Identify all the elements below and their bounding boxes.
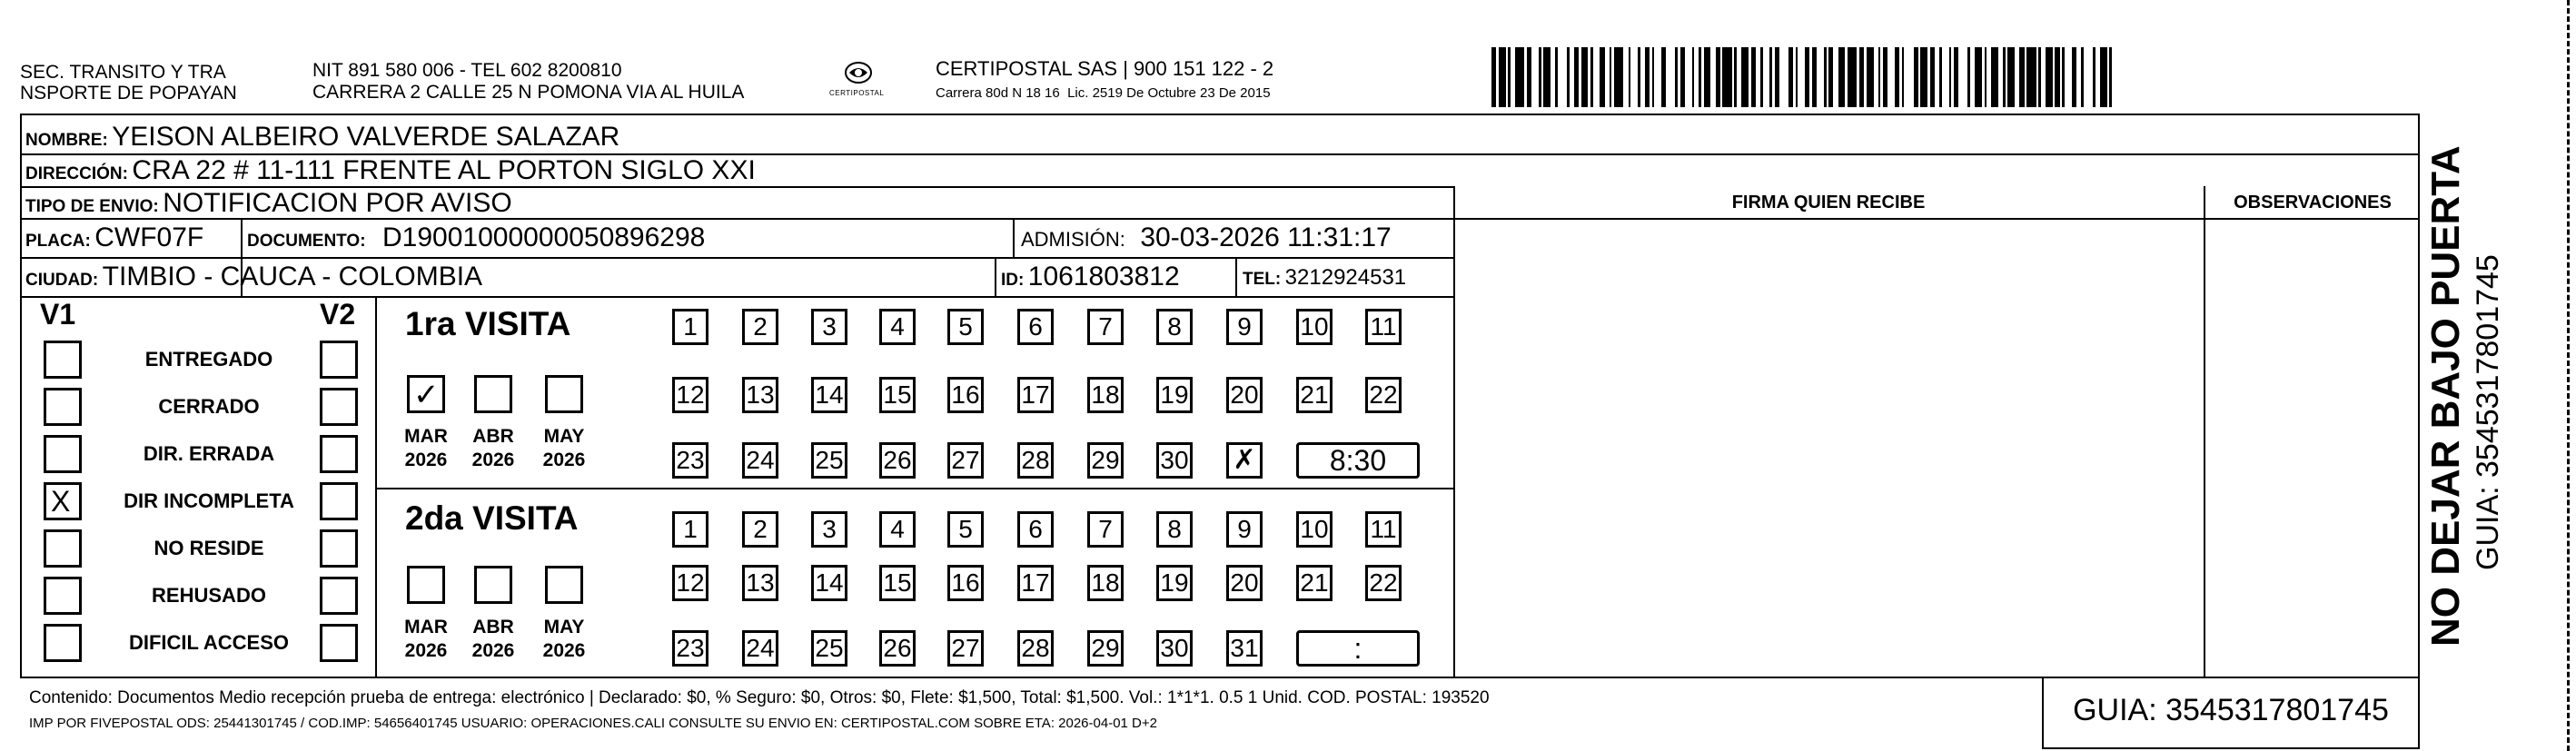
month-year: 2026 (542, 450, 586, 470)
tipo-row (25, 188, 512, 219)
no-dejar-bajo-puerta: NO DEJAR BAJO PUERTA (2423, 145, 2468, 647)
second-visit-day-box[interactable]: 9 (1226, 511, 1263, 548)
second-visit-day-box[interactable]: 19 (1156, 565, 1193, 601)
second-visit-day-box[interactable]: 16 (947, 565, 984, 601)
company-line-1: CERTIPOSTAL SAS | 900 151 122 - 2 (936, 57, 1274, 80)
first-visit-day-box[interactable]: 23 (672, 442, 708, 479)
first-visit-day-box[interactable]: 20 (1226, 377, 1263, 413)
month-year: 2026 (542, 640, 586, 661)
ciudad-value: TIMBIO - CAUCA - COLOMBIA (102, 262, 483, 292)
month-name: ABR (472, 617, 514, 637)
second-visit-day-box[interactable]: 22 (1365, 565, 1402, 601)
v1-checkbox[interactable] (44, 388, 82, 426)
direccion-label: DIRECCIÓN: (25, 164, 128, 183)
contenido-text: Contenido: Documentos Medio recepción prueba de entrega: electrónico | Declarado: $0, % Seguro: $0, Otros: $0, Flete: $1,500, Total: $1,500. Vol.: 1*1*1. 0.5 1 Unid. COD. POSTAL: 193520 (29, 688, 1490, 707)
v2-checkbox[interactable] (320, 577, 358, 615)
first-visit-day-box[interactable]: 28 (1017, 442, 1054, 479)
second-visit-day-box[interactable]: 29 (1087, 630, 1124, 667)
observaciones-header: OBSERVACIONES (2234, 193, 2392, 212)
second-visit-day-box[interactable]: 6 (1017, 511, 1054, 548)
month-year: 2026 (404, 450, 448, 470)
admision-cell (1021, 222, 1392, 253)
second-visit-time-box[interactable]: : (1296, 630, 1420, 667)
second-visit-day-box[interactable]: 3 (811, 511, 847, 548)
documento-value: D19001000000050896298 (382, 222, 706, 252)
second-visit-day-box[interactable]: 23 (672, 630, 708, 667)
month-year: 2026 (404, 640, 448, 661)
first-visit-day-box[interactable]: 11 (1365, 309, 1402, 345)
second-visit-day-box[interactable]: 5 (947, 511, 984, 548)
month-label (537, 425, 591, 472)
v1-checkbox[interactable] (44, 624, 82, 662)
first-visit-time-box[interactable]: 8:30 (1296, 442, 1420, 479)
first-visit-day-box[interactable]: 16 (947, 377, 984, 413)
v1-checkbox[interactable] (44, 341, 82, 379)
month-checkbox[interactable] (407, 566, 445, 604)
second-visit-title: 2da VISITA (405, 499, 579, 537)
month-checkbox[interactable] (407, 375, 445, 413)
documento-cell (247, 222, 705, 253)
tel-cell (1243, 265, 1406, 291)
admision-label: ADMISIÓN: (1021, 228, 1125, 251)
v2-checkbox[interactable] (320, 529, 358, 568)
second-visit-day-box[interactable]: 13 (742, 565, 778, 601)
sender-line-2: NSPORTE DE POPAYAN (20, 83, 237, 104)
month-name: MAY (543, 617, 585, 637)
second-visit-day-box[interactable]: 15 (879, 565, 916, 601)
first-visit-day-box[interactable]: 25 (811, 442, 847, 479)
first-visit-day-box[interactable]: 24 (742, 442, 778, 479)
second-visit-day-box[interactable]: 2 (742, 511, 778, 548)
status-label: ENTREGADO (144, 348, 273, 371)
month-year: 2026 (471, 640, 515, 661)
first-visit-day-box[interactable]: 22 (1365, 377, 1402, 413)
second-visit-day-box[interactable]: 21 (1296, 565, 1333, 601)
v1-label: V1 (40, 298, 76, 331)
first-visit-day-box[interactable]: 19 (1156, 377, 1193, 413)
placa-label: PLACA: (25, 232, 91, 251)
tel-label: TEL: (1243, 270, 1282, 289)
logo-text: CERTIPOSTAL (829, 89, 885, 97)
placa-value: CWF07F (94, 222, 204, 252)
v2-checkbox[interactable] (320, 482, 358, 520)
first-visit-day-box[interactable]: 29 (1087, 442, 1124, 479)
first-visit-day-box[interactable]: 15 (879, 377, 916, 413)
first-visit-day-box[interactable]: 27 (947, 442, 984, 479)
imp-text: IMP POR FIVEPOSTAL ODS: 25441301745 / COD.IMP: 54656401745 USUARIO: OPERACIONES.CALI CONSULTE SU ENVIO EN: CERTIPOSTAL.COM SOBRE ETA: 2026-04-01 D+2 (29, 716, 1157, 731)
second-visit-day-box[interactable]: 25 (811, 630, 847, 667)
status-label: NO RESIDE (154, 537, 264, 559)
company-line-2: Carrera 80d N 18 16 Lic. 2519 De Octubre 23 De 2015 (936, 85, 1271, 101)
first-visit-day-box[interactable]: 2 (742, 309, 778, 345)
month-name: ABR (472, 426, 514, 447)
first-visit-day-box[interactable]: 10 (1296, 309, 1333, 345)
v1-checkbox[interactable] (44, 435, 82, 473)
first-visit-day-box[interactable]: 17 (1017, 377, 1054, 413)
month-label (399, 425, 453, 472)
side-guia: GUIA: 3545317801745 (2471, 254, 2505, 570)
nit-line: NIT 891 580 006 - TEL 602 8200810 (312, 60, 622, 81)
first-visit-day-box[interactable]: 4 (879, 309, 916, 345)
month-checkbox[interactable] (474, 566, 512, 604)
second-visit-day-box[interactable]: 28 (1017, 630, 1054, 667)
address-line: CARRERA 2 CALLE 25 N POMONA VIA AL HUILA (312, 82, 745, 103)
first-visit-day-box[interactable]: 18 (1087, 377, 1124, 413)
first-visit-marked-day[interactable]: ✗ (1226, 442, 1263, 479)
direccion-row (25, 155, 756, 186)
status-label: CERRADO (158, 395, 260, 418)
first-visit-day-box[interactable]: 8 (1156, 309, 1193, 345)
month-year: 2026 (471, 450, 515, 470)
v1-checkbox[interactable] (44, 482, 82, 520)
v1-check-mark: X (51, 485, 71, 518)
second-visit-day-box[interactable]: 10 (1296, 511, 1333, 548)
tel-value: 3212924531 (1284, 265, 1407, 290)
id-label: ID: (1001, 271, 1025, 290)
v2-checkbox[interactable] (320, 341, 358, 379)
first-visit-day-box[interactable]: 21 (1296, 377, 1333, 413)
status-label: DIR. ERRADA (143, 442, 275, 465)
month-label (399, 616, 453, 663)
second-visit-day-box[interactable]: 12 (672, 565, 708, 601)
nombre-value: YEISON ALBEIRO VALVERDE SALAZAR (112, 122, 620, 152)
direccion-value: CRA 22 # 11-111 FRENTE AL PORTON SIGLO XXI (132, 155, 756, 185)
ciudad-label: CIUDAD: (25, 271, 99, 290)
month-checkbox[interactable] (474, 375, 512, 413)
month-check-mark: ✓ (413, 378, 440, 412)
second-visit-day-box[interactable]: 30 (1156, 630, 1193, 667)
v2-checkbox[interactable] (320, 388, 358, 426)
second-visit-day-box[interactable]: 11 (1365, 511, 1402, 548)
firma-header: FIRMA QUIEN RECIBE (1731, 193, 1926, 212)
second-visit-day-box[interactable]: 1 (672, 511, 708, 548)
first-visit-day-box[interactable]: 26 (879, 442, 916, 479)
status-label: DIFICIL ACCESO (128, 631, 289, 654)
status-label: DIR INCOMPLETA (124, 489, 294, 512)
certipostal-logo (822, 60, 895, 104)
second-visit-day-box[interactable]: 31 (1226, 630, 1263, 667)
first-visit-day-box[interactable]: 13 (742, 377, 778, 413)
month-label (466, 425, 520, 472)
second-visit-day-box[interactable]: 17 (1017, 565, 1054, 601)
first-visit-day-box[interactable]: 30 (1156, 442, 1193, 479)
first-visit-day-box[interactable]: 5 (947, 309, 984, 345)
v1-checkbox[interactable] (44, 577, 82, 615)
status-label: REHUSADO (152, 584, 266, 607)
v2-checkbox[interactable] (320, 624, 358, 662)
first-visit-day-box[interactable]: 9 (1226, 309, 1263, 345)
month-name: MAY (543, 426, 585, 447)
sender-line-1: SEC. TRANSITO Y TRA (20, 62, 226, 83)
month-label (466, 616, 520, 663)
month-name: MAR (404, 426, 448, 447)
nombre-label: NOMBRE: (25, 131, 108, 150)
placa-cell (25, 222, 203, 253)
first-visit-day-box[interactable]: 1 (672, 309, 708, 345)
second-visit-day-box[interactable]: 18 (1087, 565, 1124, 601)
first-visit-day-box[interactable]: 7 (1087, 309, 1124, 345)
first-visit-day-box[interactable]: 14 (811, 377, 847, 413)
second-visit-day-box[interactable]: 24 (742, 630, 778, 667)
month-checkbox[interactable] (545, 566, 583, 604)
barcode (1491, 47, 2236, 107)
guia-box-text: GUIA: 3545317801745 (2073, 693, 2389, 727)
admision-value: 30-03-2026 11:31:17 (1140, 222, 1392, 252)
second-visit-day-box[interactable]: 20 (1226, 565, 1263, 601)
second-visit-day-box[interactable]: 8 (1156, 511, 1193, 548)
ciudad-cell (25, 262, 482, 292)
v1-checkbox[interactable] (44, 529, 82, 568)
second-visit-day-box[interactable]: 4 (879, 511, 916, 548)
id-value: 1061803812 (1027, 262, 1180, 292)
month-name: MAR (404, 617, 448, 637)
cut-line (2567, 0, 2570, 751)
tipo-label: TIPO DE ENVIO: (25, 197, 159, 216)
guia-box (2042, 677, 2420, 749)
second-visit-day-box[interactable]: 27 (947, 630, 984, 667)
second-visit-day-box[interactable]: 26 (879, 630, 916, 667)
second-visit-day-box[interactable]: 14 (811, 565, 847, 601)
tipo-value: NOTIFICACION POR AVISO (163, 188, 512, 218)
v2-label: V2 (320, 298, 356, 331)
month-label (537, 616, 591, 663)
v2-checkbox[interactable] (320, 435, 358, 473)
month-checkbox[interactable] (545, 375, 583, 413)
nombre-row (25, 122, 619, 153)
first-visit-day-box[interactable]: 12 (672, 377, 708, 413)
first-visit-day-box[interactable]: 3 (811, 309, 847, 345)
first-visit-day-box[interactable]: 6 (1017, 309, 1054, 345)
first-visit-title: 1ra VISITA (405, 305, 571, 342)
id-cell (1001, 262, 1180, 292)
second-visit-day-box[interactable]: 7 (1087, 511, 1124, 548)
documento-label: DOCUMENTO: (247, 232, 366, 251)
